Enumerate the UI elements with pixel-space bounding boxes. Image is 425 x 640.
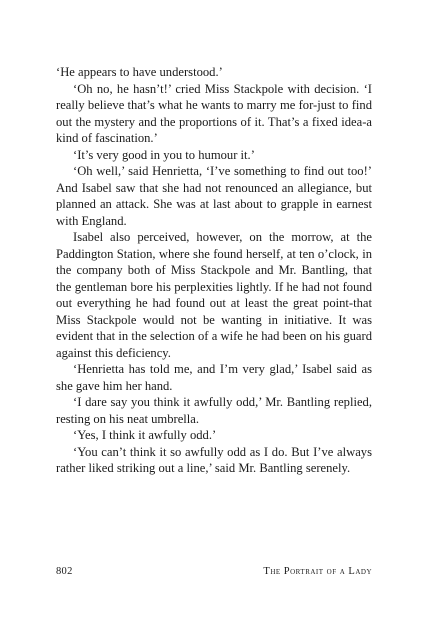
paragraph: ‘He appears to have understood.’ [56,65,223,79]
running-title: The Portrait of a Lady [263,566,372,577]
paragraph: ‘Oh no, he hasn’t!’ cried Miss Stackpole with decision. ‘I really believe that’s what he wants to marry me for-just to find out the mystery and the proportions of it. That’s a fixed idea-a kind of fascination.’ [56,81,372,145]
paragraph: ‘Yes, I think it awfully odd.’ [73,428,217,442]
paragraph: ‘It’s very good in you to humour it.’ [73,147,255,162]
page-footer [56,566,372,580]
paragraph: ‘You can’t think it so awfully odd as I do. But I’ve always rather liked striking out a line,’ said Mr. Bantling serenely. [56,444,372,475]
paragraph: ‘Oh well,’ said Henrietta, ‘I’ve something to find out too!’ And Isabel saw that she had not renounced an allegiance, but planned an attack. She was at last about to grapple in earnest with England. [56,164,372,228]
body-text [56,64,372,477]
paragraph: ‘I dare say you think it awfully odd,’ Mr. Bantling replied, resting on his neat umbrella. [56,395,372,426]
paragraph: Isabel also perceived, however, on the morrow, at the Paddington Station, where she found herself, at ten o’clock, in the company both of Miss Stackpole and Mr. Bantling, that the gentleman bore his perplexities lightly. If he had not found out everything he had found out at least the great point-that Miss Stackpole would not be wanting in initiative. It was evident that in the selection of a wife he had been on his guard against this deficiency. [56,230,372,360]
paragraph: ‘Henrietta has told me, and I’m very glad,’ Isabel said as she gave him her hand. [56,362,372,393]
page-number: 802 [56,566,73,577]
